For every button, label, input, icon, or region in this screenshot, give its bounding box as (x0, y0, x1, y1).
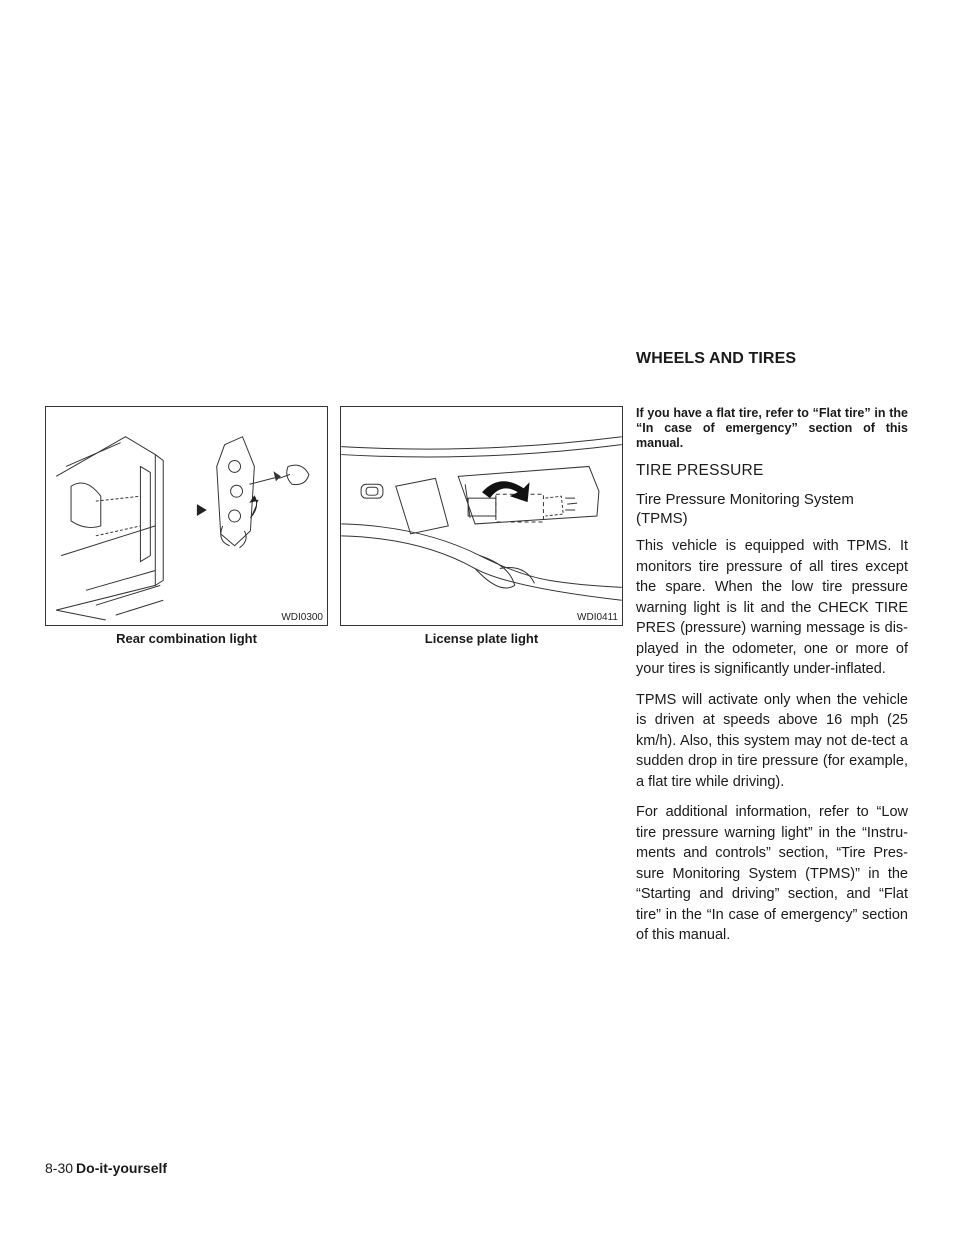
intro-note: If you have a flat tire, refer to “Flat tire” in the “In case of emergency” section of this manual. (636, 406, 908, 450)
heading-tire-pressure: TIRE PRESSURE (636, 462, 764, 479)
figure-rear-combination-light (45, 406, 328, 626)
paragraph: TPMS will activate only when the vehicle is driven at speeds above 16 mph (25 km/h). Also, this system may not de-tect a sudden drop in tire pressure (for example, a flat tire while driving). (636, 691, 908, 790)
paragraph: For additional information, refer to “Low tire pressure warning light” in the “Instru-ments and controls” section, “Tire Pres-sure Monitoring System (TPMS)” in the “Starting and driving” section, and “Flat tire” in the “In case of emergency” section of this manual. (636, 804, 908, 943)
figure-code: WDI0300 (281, 612, 323, 623)
figure-caption: Rear combination light (116, 631, 257, 646)
page-number: 8-30 (45, 1160, 74, 1176)
text-column (636, 406, 908, 956)
section-title: WHEELS AND TIRES (636, 350, 797, 367)
figure-code: WDI0411 (577, 612, 618, 623)
license-plate-light-illustration (341, 407, 622, 625)
rear-combination-light-illustration (46, 407, 327, 625)
page-footer (45, 1160, 167, 1176)
paragraph: This vehicle is equipped with TPMS. It monitors tire pressure of all tires except the spare. When the low tire pressure warning light is lit and the CHECK TIRE PRES (pressure) warning message is dis-played in the odometer, one or more of your tires is significantly under-inflated. (636, 538, 908, 677)
footer-section-name: Do-it-yourself (76, 1160, 168, 1176)
subheading-tpms: Tire Pressure Monitoring System (TPMS) (636, 491, 854, 527)
figure-caption: License plate light (424, 631, 539, 646)
figure-license-plate-light (340, 406, 623, 626)
